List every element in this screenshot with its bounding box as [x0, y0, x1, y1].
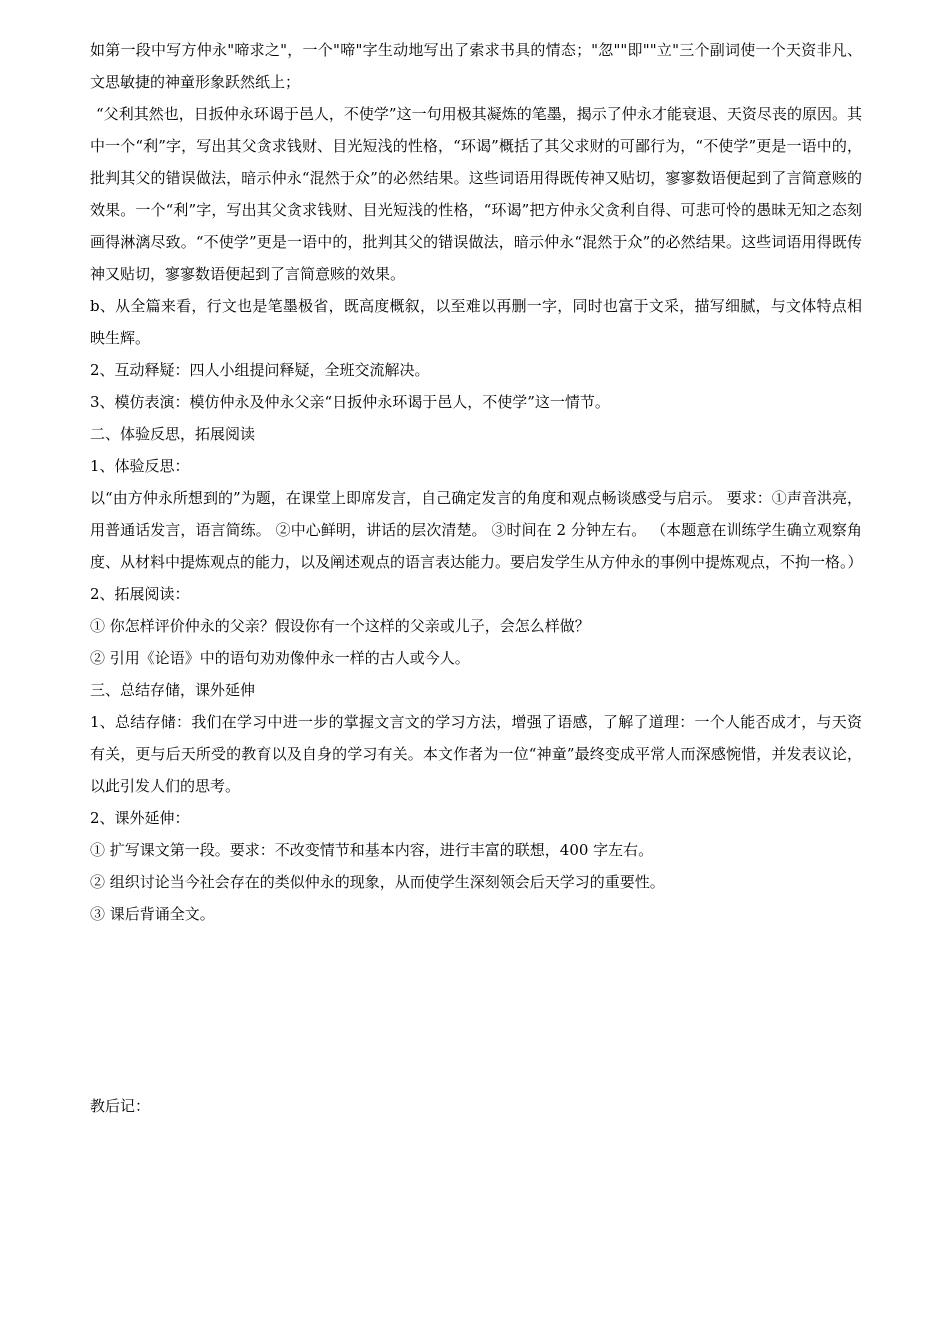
paragraph-analysis-whole: b、从全篇来看，行文也是笔墨极省，既高度概叙，以至难以再删一字，同时也富于文采，描写细腻，与文体特点相映生辉。	[90, 297, 862, 347]
section-heading-summary: 三、总结存储，课外延伸	[90, 681, 256, 699]
document-body	[90, 34, 862, 930]
list-item-quote-analects: ② 引用《论语》中的语句劝劝像仲永一样的古人或今人。	[90, 649, 470, 667]
subheading-experience-reflection: 1、体验反思：	[90, 457, 190, 475]
paragraph-speech-task: 以“由方仲永所想到的”为题，在课堂上即席发言，自己确定发言的角度和观点畅谈感受与启示。 要求：①声音洪亮，用普通话发言，语言简练。 ②中心鲜明，讲话的层次清楚。 ③时间在 2 分钟左右。 （本题意在训练学生确立观察角度、从材料中提炼观点的能力，以及阐述观点的语言表达能力。要启发学生从方仲永的事例中提炼观点，不拘一格。）	[90, 489, 863, 571]
section-heading-reflection: 二、体验反思，拓展阅读	[90, 425, 256, 443]
list-item-evaluate-father: ① 你怎样评价仲永的父亲？假设你有一个这样的父亲或儿子，会怎么样做？	[90, 617, 590, 635]
paragraph-summary-storage: 1、总结存储：我们在学习中进一步的掌握文言文的学习方法，增强了语感，了解了道理：一个人能否成才，与天资有关，更与后天所受的教育以及自身的学习有关。本文作者为一位“神童”最终变成平常人而深感惋惜，并发表议论，以此引发人们的思考。	[90, 713, 862, 795]
list-item-expand-writing: ① 扩写课文第一段。要求：不改变情节和基本内容，进行丰富的联想，400 字左右。	[90, 841, 654, 859]
subheading-extended-reading: 2、拓展阅读：	[90, 585, 190, 603]
post-teaching-notes-label: 教后记：	[90, 1097, 151, 1115]
list-item-discussion: ② 组织讨论当今社会存在的类似仲永的现象，从而使学生深刻领会后天学习的重要性。	[90, 873, 665, 891]
subheading-extension: 2、课外延伸：	[90, 809, 190, 827]
paragraph-interactive-qa: 2、互动释疑：四人小组提问释疑，全班交流解决。	[90, 361, 430, 379]
paragraph-analysis-first-section: 如第一段中写方仲永"啼求之"，一个"啼"字生动地写出了索求书具的情态；"忽""即""立"三个副词使一个天资非凡、文思敏捷的神童形象跃然纸上；	[90, 41, 862, 91]
paragraph-imitation-performance: 3、模仿表演：模仿仲永及仲永父亲“日扳仲永环谒于邑人，不使学”这一情节。	[90, 393, 610, 411]
list-item-recite: ③ 课后背诵全文。	[90, 905, 215, 923]
paragraph-analysis-father: “父利其然也，日扳仲永环谒于邑人，不使学”这一句用极其凝炼的笔墨，揭示了仲永才能衰退、天资尽丧的原因。其中一个“利”字，写出其父贪求钱财、目光短浅的性格，“环谒”概括了其父求财的可鄙行为，“不使学”更是一语中的，批判其父的错误做法，暗示仲永“混然于众”的必然结果。这些词语用得既传神又贴切，寥寥数语便起到了言简意赅的效果。一个“利”字，写出其父贪求钱财、目光短浅的性格，“环谒”把方仲永父贪利自得、可悲可怜的愚昧无知之态刻画得淋漓尽致。“不使学”更是一语中的，批判其父的错误做法，暗示仲永“混然于众”的必然结果。这些词语用得既传神又贴切，寥寥数语便起到了言简意赅的效果。	[90, 105, 862, 283]
